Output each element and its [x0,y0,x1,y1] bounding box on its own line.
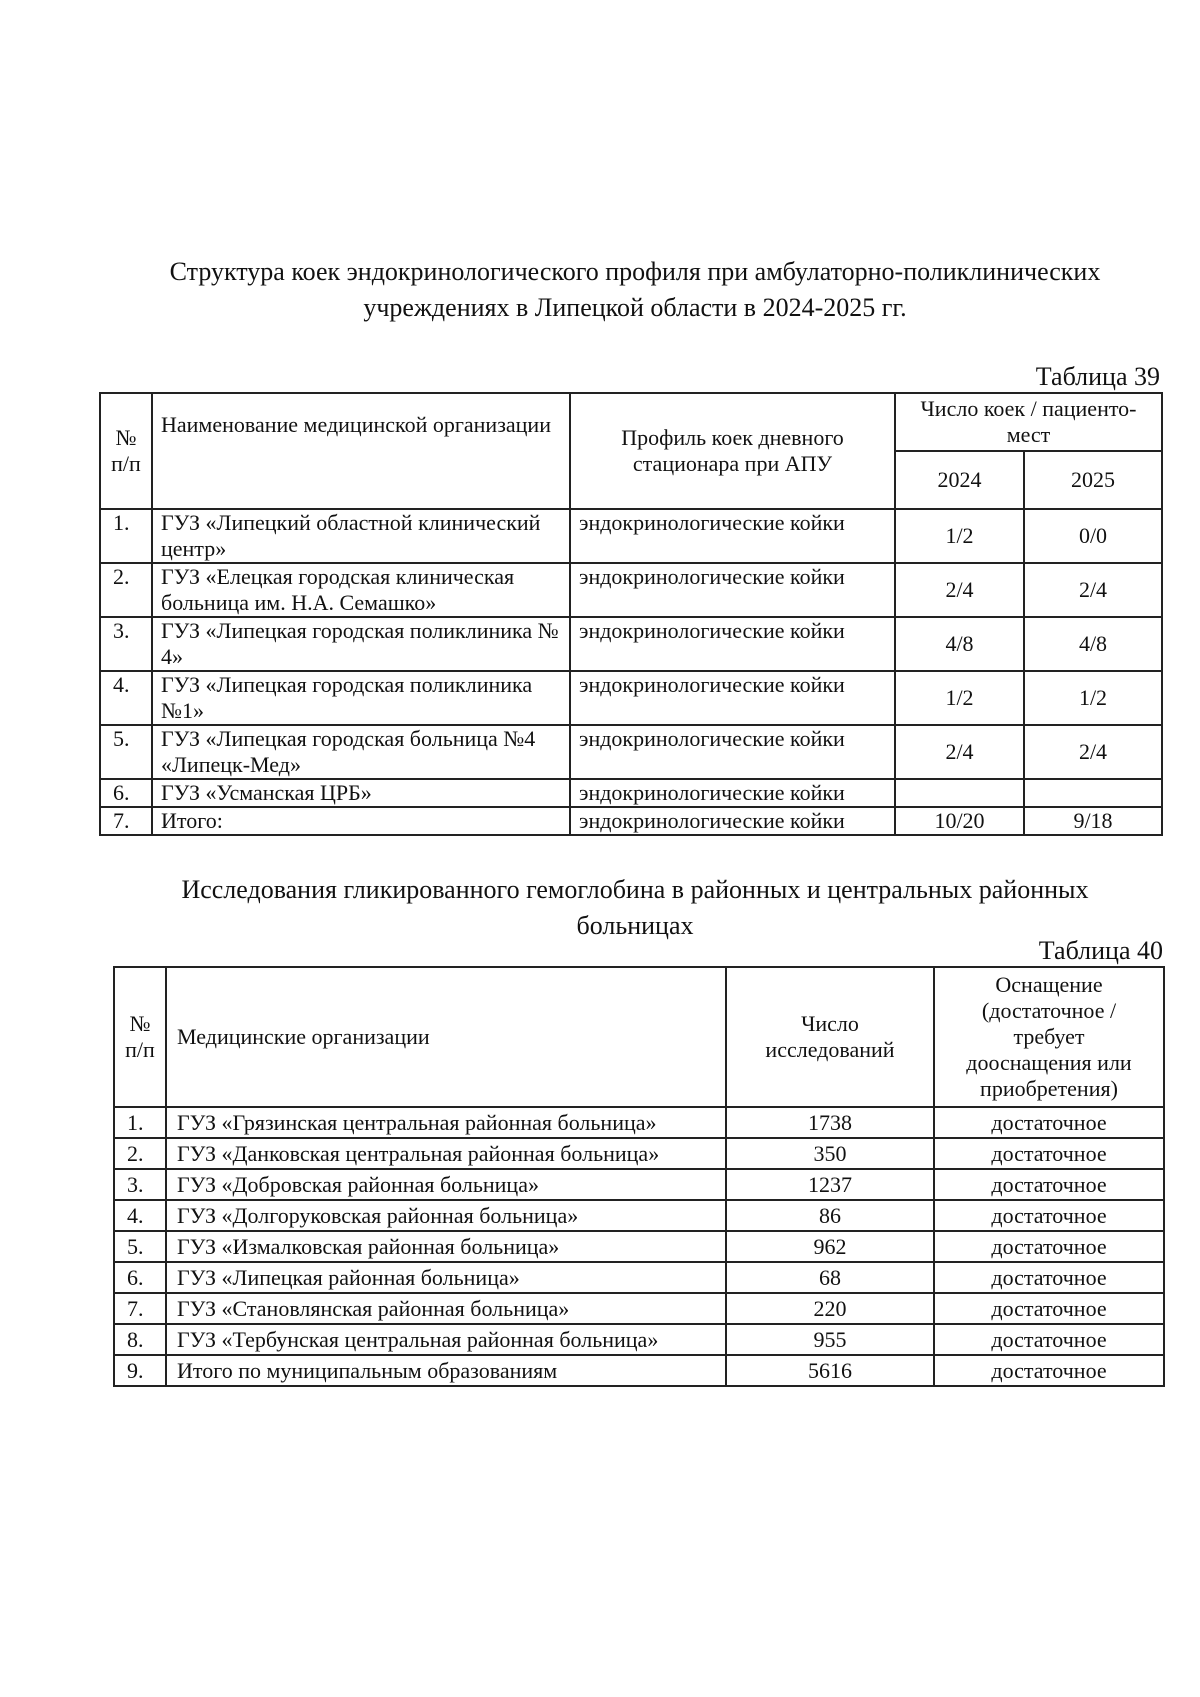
table40-header-org: Медицинские организации [166,967,726,1107]
table-row [114,1262,1164,1293]
row-number: 3. [114,1169,166,1200]
beds-2024: 2/4 [895,725,1024,779]
organization-name: ГУЗ «Добровская районная больница» [166,1169,726,1200]
table40-header-num: № п/п [114,967,166,1107]
row-number: 4. [100,671,152,725]
organization-name: ГУЗ «Данковская центральная районная больница» [166,1138,726,1169]
equipment-status: достаточное [934,1293,1164,1324]
beds-2025: 1/2 [1024,671,1162,725]
table39-header-org: Наименование медицинской организации [152,393,570,509]
table-row [100,779,1162,807]
bed-profile: эндокринологические койки [570,779,895,807]
organization-name: ГУЗ «Измалковская районная больница» [166,1231,726,1262]
bed-profile: эндокринологические койки [570,563,895,617]
beds-2024: 10/20 [895,807,1024,835]
table-row [100,509,1162,563]
row-number: 8. [114,1324,166,1355]
table-row [114,1324,1164,1355]
organization-name: ГУЗ «Липецкая городская больница №4 «Липецк-Мед» [152,725,570,779]
table39-label: Таблица 39 [1035,362,1160,391]
row-number: 7. [114,1293,166,1324]
table-row [114,1355,1164,1386]
row-number: 6. [114,1262,166,1293]
study-count: 1237 [726,1169,934,1200]
table40-header-count: Число исследований [726,967,934,1107]
organization-name: Итого по муниципальным образованиям [166,1355,726,1386]
table-row [114,1107,1164,1138]
organization-name: ГУЗ «Липецкий областной клинический центр» [152,509,570,563]
organization-name: ГУЗ «Липецкая городская поликлиника № 4» [152,617,570,671]
organization-name: Итого: [152,807,570,835]
table39-header-2024: 2024 [895,451,1024,509]
beds-2024: 2/4 [895,563,1024,617]
organization-name: ГУЗ «Елецкая городская клиническая больница им. Н.А. Семашко» [152,563,570,617]
equipment-status: достаточное [934,1231,1164,1262]
study-count: 5616 [726,1355,934,1386]
row-number: 9. [114,1355,166,1386]
table-row [114,1200,1164,1231]
row-number: 2. [100,563,152,617]
table-row [100,671,1162,725]
table-row [114,1138,1164,1169]
beds-2024: 1/2 [895,509,1024,563]
table-row [100,617,1162,671]
organization-name: ГУЗ «Усманская ЦРБ» [152,779,570,807]
table39-title [100,254,1170,326]
equipment-status: достаточное [934,1324,1164,1355]
study-count: 350 [726,1138,934,1169]
table-row [114,1293,1164,1324]
row-number: 1. [100,509,152,563]
table-row [100,563,1162,617]
equipment-status: достаточное [934,1200,1164,1231]
beds-2025: 9/18 [1024,807,1162,835]
row-number: 3. [100,617,152,671]
row-number: 6. [100,779,152,807]
study-count: 1738 [726,1107,934,1138]
table39-header-profile: Профиль коек дневного стационара при АПУ [570,393,895,509]
table39-title-line2: учреждениях в Липецкой области в 2024-2025 гг. [363,293,907,322]
equipment-status: достаточное [934,1107,1164,1138]
row-number: 4. [114,1200,166,1231]
beds-2025: 2/4 [1024,725,1162,779]
table39-header-2025: 2025 [1024,451,1162,509]
equipment-status: достаточное [934,1169,1164,1200]
organization-name: ГУЗ «Липецкая городская поликлиника №1» [152,671,570,725]
row-number: 1. [114,1107,166,1138]
organization-name: ГУЗ «Грязинская центральная районная больница» [166,1107,726,1138]
study-count: 962 [726,1231,934,1262]
row-number: 7. [100,807,152,835]
table40-header-equipment: Оснащение (достаточное / требует дооснащения или приобретения) [934,967,1164,1107]
table-row [100,807,1162,835]
beds-2024: 1/2 [895,671,1024,725]
table-row [114,1169,1164,1200]
study-count: 955 [726,1324,934,1355]
beds-2024: 4/8 [895,617,1024,671]
table40-body [114,1107,1164,1386]
beds-2025: 4/8 [1024,617,1162,671]
table39-header-num: № п/п [100,393,152,509]
study-count: 68 [726,1262,934,1293]
table39-body [100,509,1162,835]
beds-2025 [1024,779,1162,807]
table40-title-line2: больницах [576,911,694,940]
bed-profile: эндокринологические койки [570,671,895,725]
equipment-status: достаточное [934,1138,1164,1169]
organization-name: ГУЗ «Тербунская центральная районная больница» [166,1324,726,1355]
table39 [99,392,1163,836]
table40 [113,966,1165,1387]
row-number: 2. [114,1138,166,1169]
bed-profile: эндокринологические койки [570,509,895,563]
table-row [114,1231,1164,1262]
table40-title-line1: Исследования гликированного гемоглобина в районных и центральных районных [181,875,1089,904]
row-number: 5. [100,725,152,779]
study-count: 86 [726,1200,934,1231]
study-count: 220 [726,1293,934,1324]
organization-name: ГУЗ «Становлянская районная больница» [166,1293,726,1324]
table39-header-beds: Число коек / пациенто-мест [895,393,1162,451]
table40-title [100,872,1170,944]
organization-name: ГУЗ «Долгоруковская районная больница» [166,1200,726,1231]
bed-profile: эндокринологические койки [570,617,895,671]
organization-name: ГУЗ «Липецкая районная больница» [166,1262,726,1293]
table-row [100,725,1162,779]
bed-profile: эндокринологические койки [570,807,895,835]
beds-2025: 2/4 [1024,563,1162,617]
beds-2025: 0/0 [1024,509,1162,563]
equipment-status: достаточное [934,1355,1164,1386]
table39-title-line1: Структура коек эндокринологического профиля при амбулаторно-поликлинических [169,257,1101,286]
row-number: 5. [114,1231,166,1262]
beds-2024 [895,779,1024,807]
table40-label: Таблица 40 [1038,936,1163,965]
bed-profile: эндокринологические койки [570,725,895,779]
equipment-status: достаточное [934,1262,1164,1293]
